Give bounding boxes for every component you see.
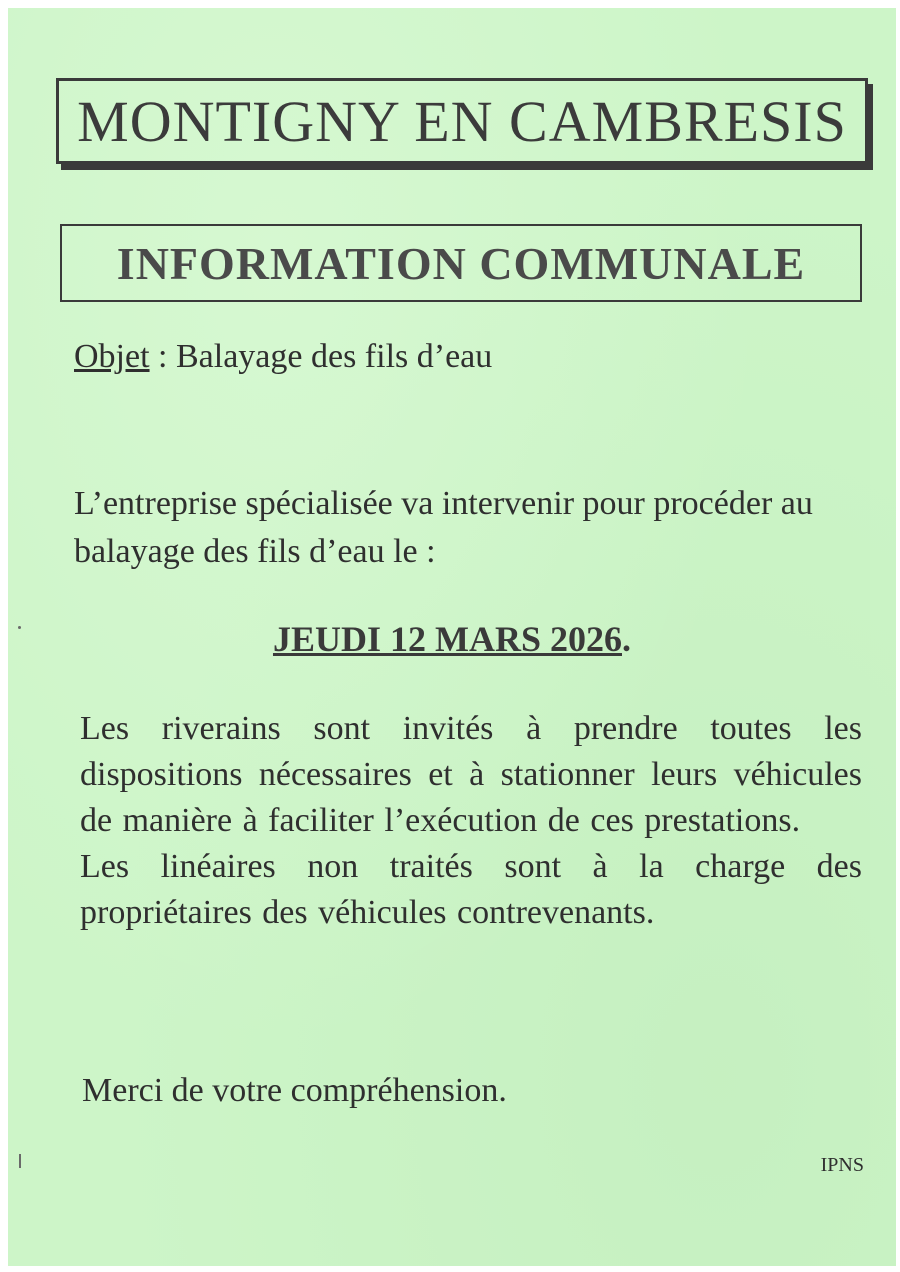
subject-line (74, 338, 492, 376)
scan-mark-left (18, 626, 21, 629)
subject-label: Objet (74, 338, 150, 375)
subject-separator: : (149, 338, 176, 375)
body-text (80, 706, 862, 936)
date-suffix: . (622, 619, 631, 659)
scan-mark-bottom-left (19, 1154, 21, 1168)
paragraph-riverains: Les riverains sont invités à prendre toutes les dispositions nécessaires et à stationner leurs véhicules de manière à faciliter l’exécution de ces prestations. (80, 710, 862, 839)
intro-paragraph: L’entreprise spécialisée va intervenir pour procéder au balayage des fils d’eau le : (74, 485, 813, 570)
footer-ipns: IPNS (820, 1154, 864, 1176)
commune-banner (56, 78, 868, 164)
paragraph-lineaires: Les linéaires non traités sont à la charge des propriétaires des véhicules contrevenants. (80, 848, 862, 931)
closing-line: Merci de votre compréhension. (82, 1072, 507, 1109)
subject-text: Balayage des fils d’eau (176, 338, 493, 375)
commune-title: MONTIGNY EN CAMBRESIS (77, 88, 847, 154)
heading-banner (60, 224, 862, 302)
date-text: JEUDI 12 MARS 2026 (272, 619, 622, 659)
intervention-date (8, 618, 896, 660)
heading-title: INFORMATION COMMUNALE (116, 237, 806, 289)
document-sheet (8, 8, 896, 1266)
